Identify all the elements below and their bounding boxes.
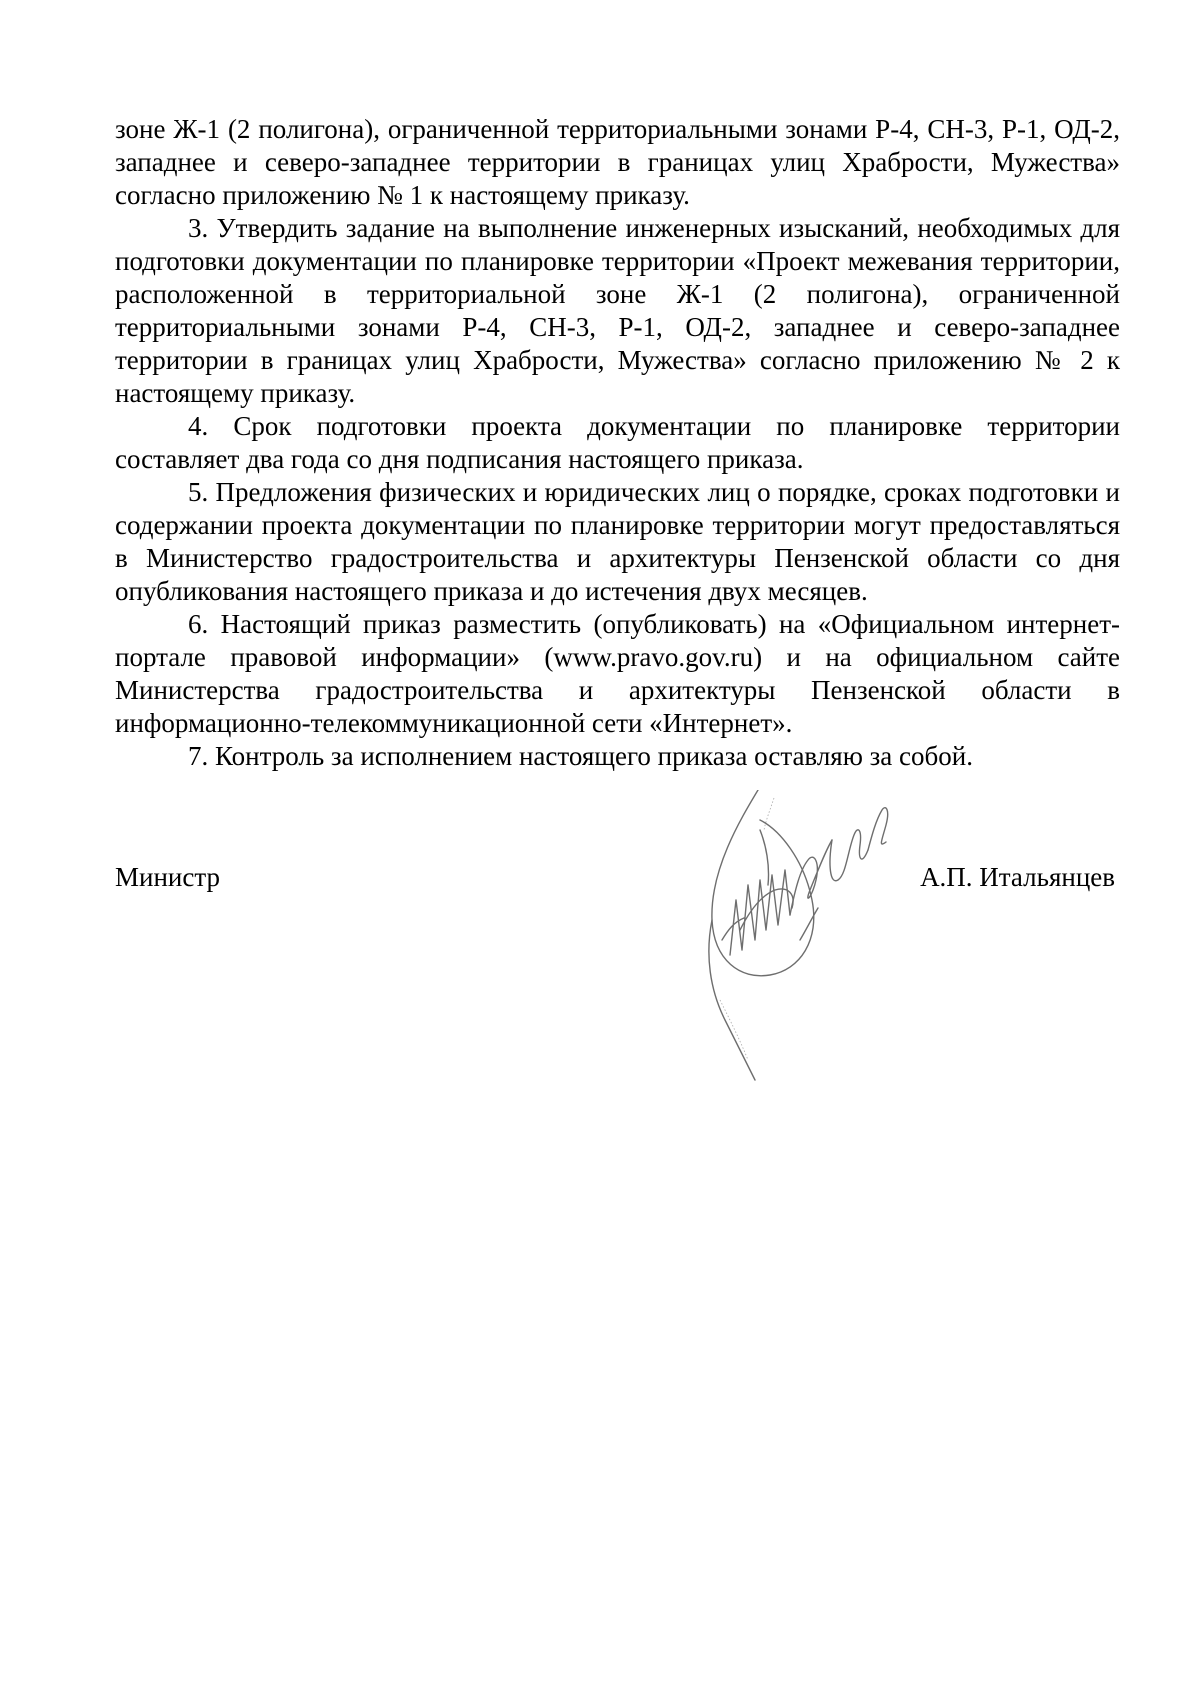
paragraph-item-3: 3. Утвердить задание на выполнение инженерных изысканий, необходимых для подготовки документации по планировке территории «Проект межевания территории, расположенной в территориальной зоне Ж-1 (2 полигона), ограниченной территориальными зонами Р-4, СН-3, Р-1, ОД-2, западнее и северо-западнее территории в границах улиц Храбрости, Мужества» согласно приложению № 2 к настоящему приказу. xyxy=(115,213,1120,408)
signatory-name: А.П. Итальянцев xyxy=(920,862,1115,892)
paragraph-continuation: зоне Ж-1 (2 полигона), ограниченной территориальными зонами Р-4, СН-3, Р-1, ОД-2, западнее и северо-западнее территории в границах улиц Храбрости, Мужества» согласно приложению № 1 к настоящему приказу. xyxy=(115,114,1120,210)
signatory-position: Министр xyxy=(115,862,220,892)
handwritten-signature xyxy=(700,790,910,1090)
paragraph-item-7: 7. Контроль за исполнением настоящего приказа оставляю за собой. xyxy=(188,741,973,771)
paragraph-item-4: 4. Срок подготовки проекта документации по планировке территории составляет два года со дня подписания настоящего приказа. xyxy=(115,411,1120,474)
document-body xyxy=(115,113,1120,773)
paragraph-item-6: 6. Настоящий приказ разместить (опубликовать) на «Официальном интернет-портале правовой информации» (www.pravo.gov.ru) и на официальном сайте Министерства градостроительства и архитектуры Пензенской области в информационно-телекоммуникационной сети «Интернет». xyxy=(115,609,1120,738)
paragraph-item-5: 5. Предложения физических и юридических лиц о порядке, сроках подготовки и содержании проекта документации по планировке территории могут предоставляться в Министерство градостроительства и архитектуры Пензенской области со дня опубликования настоящего приказа и до истечения двух месяцев. xyxy=(115,477,1120,606)
